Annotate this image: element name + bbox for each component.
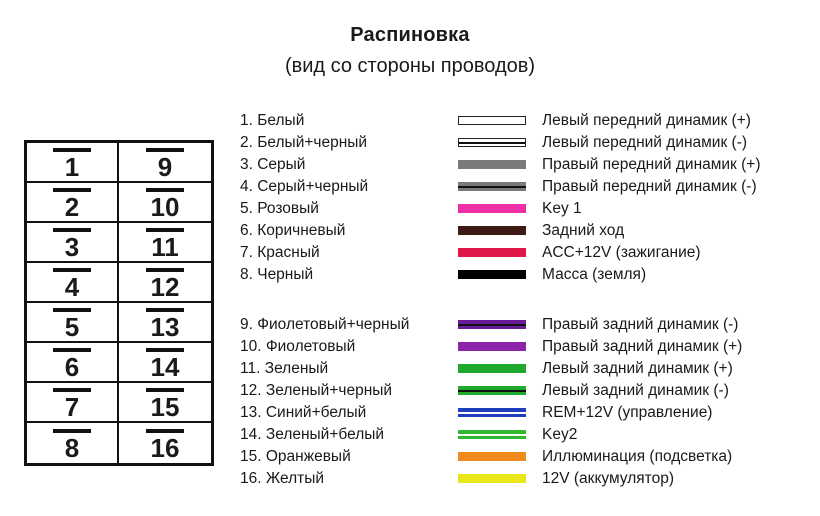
wire-row bbox=[0, 132, 820, 154]
wire-color-label: 6. Коричневый bbox=[240, 222, 346, 239]
wire-stripe bbox=[458, 324, 526, 326]
wire-function-label: Правый передний динамик (+) bbox=[542, 156, 761, 173]
pin-number: 5 bbox=[53, 308, 91, 340]
wire-color-swatch bbox=[458, 138, 526, 147]
pin-number: 2 bbox=[53, 188, 91, 220]
pin-number: 13 bbox=[146, 308, 184, 340]
pin-number: 1 bbox=[53, 148, 91, 180]
wire-function-label: Левый передний динамик (+) bbox=[542, 112, 751, 129]
wire-row bbox=[0, 380, 820, 402]
pin-number: 10 bbox=[146, 188, 184, 220]
wire-stripe bbox=[458, 434, 526, 436]
wire-stripe bbox=[458, 390, 526, 392]
wire-color-label: 8. Черный bbox=[240, 266, 314, 283]
wire-function-label: 12V (аккумулятор) bbox=[542, 470, 674, 487]
wire-color-swatch bbox=[458, 474, 526, 483]
wire-color-label: 4. Серый+черный bbox=[240, 178, 369, 195]
diagram-title: Распиновка bbox=[350, 24, 470, 46]
wire-function-label: Задний ход bbox=[542, 222, 625, 239]
wire-color-swatch bbox=[458, 364, 526, 373]
wire-function-label: Левый задний динамик (+) bbox=[542, 360, 733, 377]
wire-function-label: Иллюминация (подсветка) bbox=[542, 448, 733, 465]
wire-row bbox=[0, 402, 820, 424]
wire-row bbox=[0, 336, 820, 358]
pin-number: 3 bbox=[53, 228, 91, 260]
pin-number: 12 bbox=[146, 268, 184, 300]
wire-color-swatch bbox=[458, 430, 526, 439]
wire-color-swatch bbox=[458, 204, 526, 213]
wire-stripe bbox=[458, 186, 526, 188]
wire-color-label: 5. Розовый bbox=[240, 200, 319, 217]
wire-color-swatch bbox=[458, 342, 526, 351]
wire-color-label: 12. Зеленый+черный bbox=[240, 382, 393, 399]
wire-function-label: Левый задний динамик (-) bbox=[542, 382, 729, 399]
wire-function-label: Key 1 bbox=[542, 200, 582, 217]
wire-row bbox=[0, 110, 820, 132]
wire-function-label: Правый задний динамик (-) bbox=[542, 316, 739, 333]
wire-color-label: 13. Синий+белый bbox=[240, 404, 367, 421]
wire-color-swatch bbox=[458, 226, 526, 235]
pin-number: 8 bbox=[53, 429, 91, 461]
wire-row bbox=[0, 154, 820, 176]
wire-row bbox=[0, 424, 820, 446]
wire-row bbox=[0, 468, 820, 490]
wire-row bbox=[0, 242, 820, 264]
wire-color-label: 10. Фиолетовый bbox=[240, 338, 356, 355]
pin-number: 15 bbox=[146, 388, 184, 420]
wire-color-label: 3. Серый bbox=[240, 156, 306, 173]
wire-row bbox=[0, 264, 820, 286]
wire-color-label: 1. Белый bbox=[240, 112, 305, 129]
pin-number: 16 bbox=[146, 429, 184, 461]
pin-number: 7 bbox=[53, 388, 91, 420]
wire-function-label: ACC+12V (зажигание) bbox=[542, 244, 701, 261]
wire-stripe bbox=[458, 412, 526, 414]
pin-number: 9 bbox=[146, 148, 184, 180]
wire-function-label: Левый передний динамик (-) bbox=[542, 134, 748, 151]
pin-number: 6 bbox=[53, 348, 91, 380]
pin-number: 14 bbox=[146, 348, 184, 380]
wire-color-swatch bbox=[458, 452, 526, 461]
wire-color-swatch bbox=[458, 270, 526, 279]
wire-color-label: 2. Белый+черный bbox=[240, 134, 368, 151]
wire-color-swatch bbox=[458, 320, 526, 329]
wire-row bbox=[0, 198, 820, 220]
wire-color-label: 11. Зеленый bbox=[240, 360, 329, 377]
wire-function-label: Правый задний динамик (+) bbox=[542, 338, 743, 355]
wire-color-swatch bbox=[458, 116, 526, 125]
wire-color-label: 16. Желтый bbox=[240, 470, 325, 487]
wire-function-label: Key2 bbox=[542, 426, 578, 443]
pin-number: 11 bbox=[146, 228, 184, 260]
wire-row bbox=[0, 446, 820, 468]
wire-stripe bbox=[459, 142, 525, 144]
wire-row bbox=[0, 220, 820, 242]
wire-color-label: 14. Зеленый+белый bbox=[240, 426, 385, 443]
wire-function-label: Правый передний динамик (-) bbox=[542, 178, 757, 195]
pin-number: 4 bbox=[53, 268, 91, 300]
wire-color-swatch bbox=[458, 248, 526, 257]
wire-color-swatch bbox=[458, 160, 526, 169]
wire-color-swatch bbox=[458, 408, 526, 417]
wire-function-label: REM+12V (управление) bbox=[542, 404, 713, 421]
wire-row bbox=[0, 314, 820, 336]
wire-color-label: 15. Оранжевый bbox=[240, 448, 351, 465]
wire-color-label: 7. Красный bbox=[240, 244, 320, 261]
diagram-subtitle: (вид со стороны проводов) bbox=[284, 55, 536, 77]
wire-function-label: Масса (земля) bbox=[542, 266, 647, 283]
wire-color-label: 9. Фиолетовый+черный bbox=[240, 316, 410, 333]
wire-row bbox=[0, 176, 820, 198]
wire-color-swatch bbox=[458, 386, 526, 395]
wire-row bbox=[0, 358, 820, 380]
wire-color-swatch bbox=[458, 182, 526, 191]
